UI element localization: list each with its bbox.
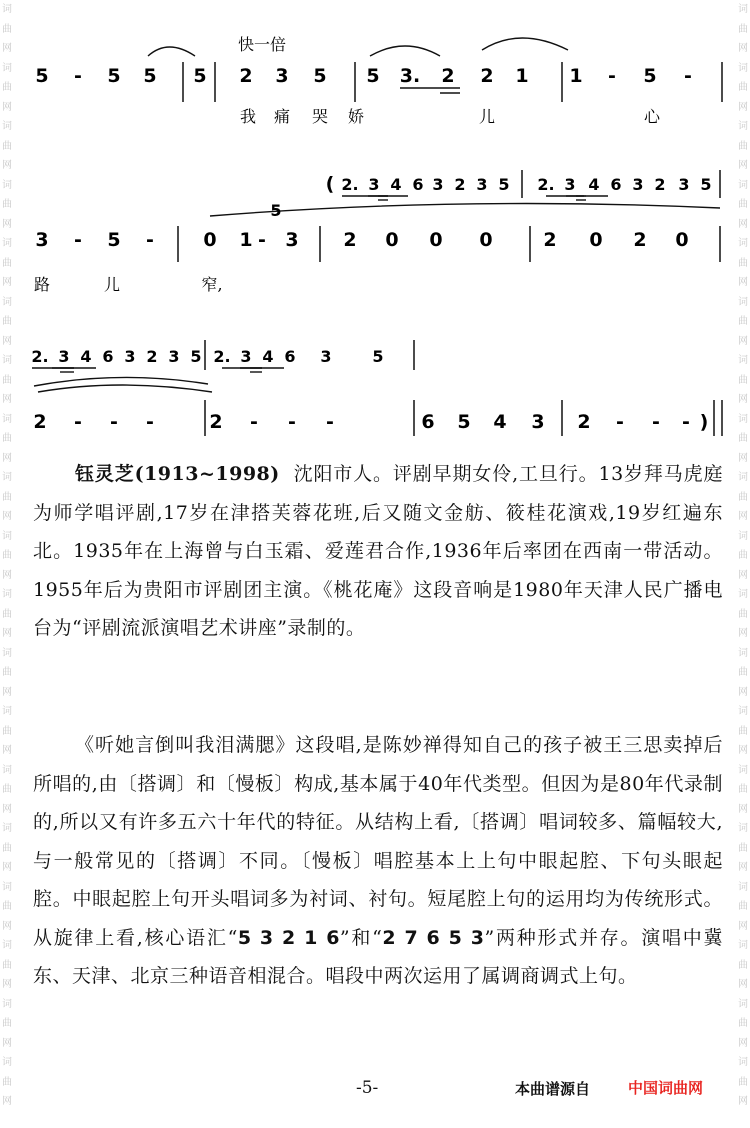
note: 3. [399,65,421,87]
watermark-char: 词 [2,296,12,308]
watermark-char: 词 [2,1057,12,1068]
note: 0 [385,229,399,251]
watermark-char: 网 [2,979,12,990]
accomp-note: 3 [124,347,136,366]
watermark-char: 曲 [738,1076,748,1088]
note: 2 [633,229,647,251]
accomp-note: 3 [368,175,380,194]
accomp-note: 2. [341,175,359,194]
motif-1: 5 3 2 1 6 [237,926,340,949]
watermark-char: 曲 [738,901,748,912]
note: 5 [643,65,657,87]
note: 2 [577,411,591,433]
watermark-char: 网 [738,1037,748,1049]
note: 3 [275,65,289,87]
note: 6 [421,411,435,433]
watermark-char: 词 [738,121,748,132]
watermark-char: 网 [2,452,12,464]
note: 5 [313,65,327,87]
accomp-note: 6 [610,175,622,194]
watermark-char: 词 [2,4,12,15]
watermark-char: 网 [2,1096,12,1107]
tie [38,385,212,392]
note: - [146,411,154,433]
watermark-char: 曲 [2,23,12,35]
watermark-char: 词 [738,823,748,834]
watermark-char: 网 [738,511,748,522]
watermark-char: 词 [738,4,748,15]
watermark-char: 网 [738,335,748,347]
watermark-char: 曲 [738,491,748,503]
note: - [146,229,154,251]
watermark-char: 曲 [738,959,748,971]
note: - [288,411,296,433]
note: - [110,411,118,433]
accomp-note: 4 [80,347,92,366]
watermark-char: 词 [2,764,12,776]
accomp-note: 5 [700,175,712,194]
accomp-note: 4 [262,347,274,366]
watermark-char: 曲 [738,257,748,269]
accomp-note: 3 [240,347,252,366]
accomp-note: 3 [168,347,180,366]
note: 2 [33,411,47,433]
watermark-char: 曲 [2,725,12,737]
watermark-char: 词 [738,647,748,659]
watermark-char: 词 [738,706,748,717]
accomp-note: 5 [372,347,384,366]
watermark-char: 曲 [738,667,748,678]
watermark-char: 曲 [738,784,748,795]
watermark-char: 词 [2,589,12,600]
watermark-char: 网 [2,920,12,932]
watermark-char: 网 [2,569,12,581]
grace-note: 5 [270,201,282,220]
watermark-char: 曲 [738,199,748,210]
watermark-char: 网 [2,218,12,230]
watermark-char: 曲 [2,784,12,795]
note: 5 [107,65,121,87]
watermark-char: 曲 [738,1018,748,1029]
watermark-char: 词 [2,472,12,483]
watermark-char: 曲 [738,608,748,620]
watermark-char: 词 [738,764,748,776]
watermark-char: 网 [2,745,12,756]
open-paren: ( [325,173,335,195]
watermark-char: 曲 [2,1076,12,1088]
watermark-char: 曲 [2,257,12,269]
lyric: 儿 [478,107,496,126]
note: 5 [457,411,471,433]
note: 5 [107,229,121,251]
note: - [250,411,258,433]
note: - [326,411,334,433]
lyric: 我 [239,107,257,126]
note: 0 [203,229,217,251]
watermark-char: 网 [738,394,748,405]
note: 5 [193,65,207,87]
score-text [31,35,711,433]
tempo-mark: 快一倍 [237,35,287,54]
watermark-char: 曲 [2,550,12,561]
note: 0 [479,229,493,251]
bio-paragraph [33,455,723,648]
watermark-char: 曲 [738,23,748,35]
watermark-char: 词 [2,355,12,366]
note: 2 [480,65,494,87]
lyric: 窄, [201,275,223,294]
watermark-char: 网 [738,979,748,990]
watermark-char: 网 [738,745,748,756]
accomp-note: 3 [58,347,70,366]
accomp-note: 3 [632,175,644,194]
watermark-char: 词 [738,355,748,366]
note: 1 [569,65,583,87]
watermark-char: 网 [738,569,748,581]
close-paren: ) [699,411,709,433]
lyric: 娇 [347,107,365,126]
watermark-char: 网 [738,160,748,171]
watermark-char: 词 [738,179,748,191]
watermark-char: 曲 [738,550,748,561]
watermark-char: 曲 [2,959,12,971]
watermark-char: 词 [2,413,12,425]
lyric: 痛 [273,107,291,126]
watermark-char: 词 [738,413,748,425]
note: 3 [35,229,49,251]
watermark-char: 词 [738,530,748,542]
watermark-char: 网 [2,511,12,522]
watermark-char: 网 [2,43,12,54]
note: 2 [239,65,253,87]
watermark-char: 网 [2,394,12,405]
watermark-char: 曲 [2,491,12,503]
watermark-char: 网 [738,862,748,873]
page-number: -5- [356,1078,379,1098]
analysis-text-c: ”两种形式并存。演唱中冀东、天津、北京三种语音相混合。唱段中两次运用了属调商调式上句。 [33,926,724,987]
watermark-char: 曲 [738,140,748,152]
accomp-note: 3 [564,175,576,194]
note: - [74,65,82,87]
watermark-char: 曲 [738,842,748,854]
note: 4 [493,411,507,433]
note: - [616,411,624,433]
accomp-note: 3 [678,175,690,194]
note: - [684,65,692,87]
accomp-note: 5 [498,175,510,194]
note: - [258,229,266,251]
watermark-char: 词 [2,823,12,834]
note: 0 [589,229,603,251]
accomp-note: 2 [146,347,158,366]
analysis-text-a: 《听她言倒叫我泪满腮》这段唱,是陈妙禅得知自己的孩子被王三思卖掉后所唱的,由〔搭调〕和〔慢板〕构成,基本属于40年代类型。但因为是80年代录制的,所以又有许多五六十年代的特征。从结构上看,〔搭调〕唱词较多、篇幅较大,与一般常见的〔搭调〕不同。〔慢板〕唱腔基本上上句中眼起腔、下句头眼起腔。中眼起腔上句开头唱词多为衬词、衬句。短尾腔上句的运用均为传统形式。从旋律上看,核心语汇“ [33,734,723,949]
accomp-note: 3 [320,347,332,366]
lyric: 儿 [103,275,121,294]
note: 1 [239,229,253,251]
accomp-note: 3 [476,175,488,194]
slur [482,38,568,50]
watermark-char: 曲 [2,667,12,678]
note: 0 [675,229,689,251]
accomp-note: 3 [432,175,444,194]
watermark-char: 词 [2,706,12,717]
watermark-char: 网 [738,686,748,698]
watermark-char: 曲 [2,82,12,93]
accomp-note: 6 [284,347,296,366]
watermark-char: 网 [2,862,12,873]
bio-name: 钰灵芝(1913~1998) [75,463,280,485]
watermark-char: 词 [738,998,748,1010]
accomp-note: 2. [213,347,231,366]
watermark-char: 网 [738,628,748,639]
watermark-char: 词 [738,62,748,74]
watermark-char: 词 [2,998,12,1010]
accomp-note: 2 [654,175,666,194]
watermark-char: 曲 [2,140,12,152]
watermark-char: 网 [738,277,748,288]
accomp-note: 2. [31,347,49,366]
lyric: 哭 [311,107,329,126]
watermark-char: 网 [2,1037,12,1049]
note: 1 [515,65,529,87]
watermark-char: 曲 [2,316,12,327]
watermark-char: 词 [738,238,748,249]
note: 2 [543,229,557,251]
motif-2: 2 7 6 5 3 [382,926,485,949]
note: - [682,411,690,433]
note: 2 [441,65,455,87]
note: - [74,411,82,433]
watermark-char: 词 [738,472,748,483]
watermark-char: 网 [2,628,12,639]
watermark-char: 曲 [2,842,12,854]
watermark-char: 网 [738,803,748,815]
watermark-char: 网 [738,1096,748,1107]
watermark-char: 词 [2,62,12,74]
watermark-char: 词 [2,121,12,132]
music-score [0,0,750,450]
watermark-char: 词 [738,1057,748,1068]
watermark-char: 词 [2,881,12,893]
accomp-note: 4 [390,175,402,194]
watermark-char: 词 [2,179,12,191]
watermark-char: 网 [738,218,748,230]
watermark-char: 曲 [2,1018,12,1029]
watermark-char: 曲 [2,608,12,620]
watermark-char: 词 [2,238,12,249]
watermark-char: 曲 [2,374,12,386]
accomp-note: 2 [454,175,466,194]
slur [148,47,195,56]
watermark-char: 曲 [738,374,748,386]
accomp-note: 4 [588,175,600,194]
note: 3 [285,229,299,251]
watermark-char: 曲 [2,433,12,444]
score-lines [32,38,722,436]
watermark-char: 词 [738,940,748,951]
watermark-char: 词 [2,940,12,951]
note: 3 [531,411,545,433]
watermark-char: 网 [2,335,12,347]
watermark-char: 词 [738,296,748,308]
watermark-char: 曲 [2,901,12,912]
watermark-char: 网 [2,686,12,698]
note: 0 [429,229,443,251]
note: 5 [366,65,380,87]
watermark-char: 曲 [738,725,748,737]
watermark-char: 网 [738,920,748,932]
note: 5 [143,65,157,87]
accomp-note: 6 [412,175,424,194]
source-label: 本曲谱源自 [515,1080,591,1098]
watermark-char: 网 [738,43,748,54]
watermark-char: 词 [738,881,748,893]
slur [370,46,440,56]
watermark-char: 曲 [738,316,748,327]
analysis-text-b: ”和“ [339,926,383,949]
note: 2 [209,411,223,433]
accomp-note: 5 [190,347,202,366]
watermark-char: 网 [2,277,12,288]
watermark-char: 网 [2,160,12,171]
bio-text: 沈阳市人。评剧早期女伶,工旦行。13岁拜马虎庭为师学唱评剧,17岁在津搭芙蓉花班,后又随文金舫、筱桂花演戏,19岁红遍东北。1935年在上海曾与白玉霜、爱莲君合作,1936年后率团在西南一带活动。1955年后为贵阳市评剧团主演。《桃花庵》这段音响是1980年天津人民广播电台为“评剧流派演唱艺术讲座”录制的。 [33,463,723,639]
watermark-char: 词 [738,589,748,600]
note: 5 [35,65,49,87]
watermark-char: 曲 [2,199,12,210]
note: - [652,411,660,433]
lyric: 心 [643,107,661,126]
watermark-char: 网 [738,101,748,113]
lyric: 路 [33,275,51,294]
note: - [74,229,82,251]
watermark-char: 网 [2,101,12,113]
note: - [608,65,616,87]
watermark-char: 词 [2,647,12,659]
note: 2 [343,229,357,251]
accomp-note: 2. [537,175,555,194]
accomp-note: 6 [102,347,114,366]
watermark-char: 网 [738,452,748,464]
watermark-char: 词 [2,530,12,542]
tie [210,204,720,217]
analysis-paragraph [33,726,723,996]
watermark-char: 网 [2,803,12,815]
watermark-char: 曲 [738,82,748,93]
watermark-char: 曲 [738,433,748,444]
site-name: 中国词曲网 [628,1079,704,1097]
